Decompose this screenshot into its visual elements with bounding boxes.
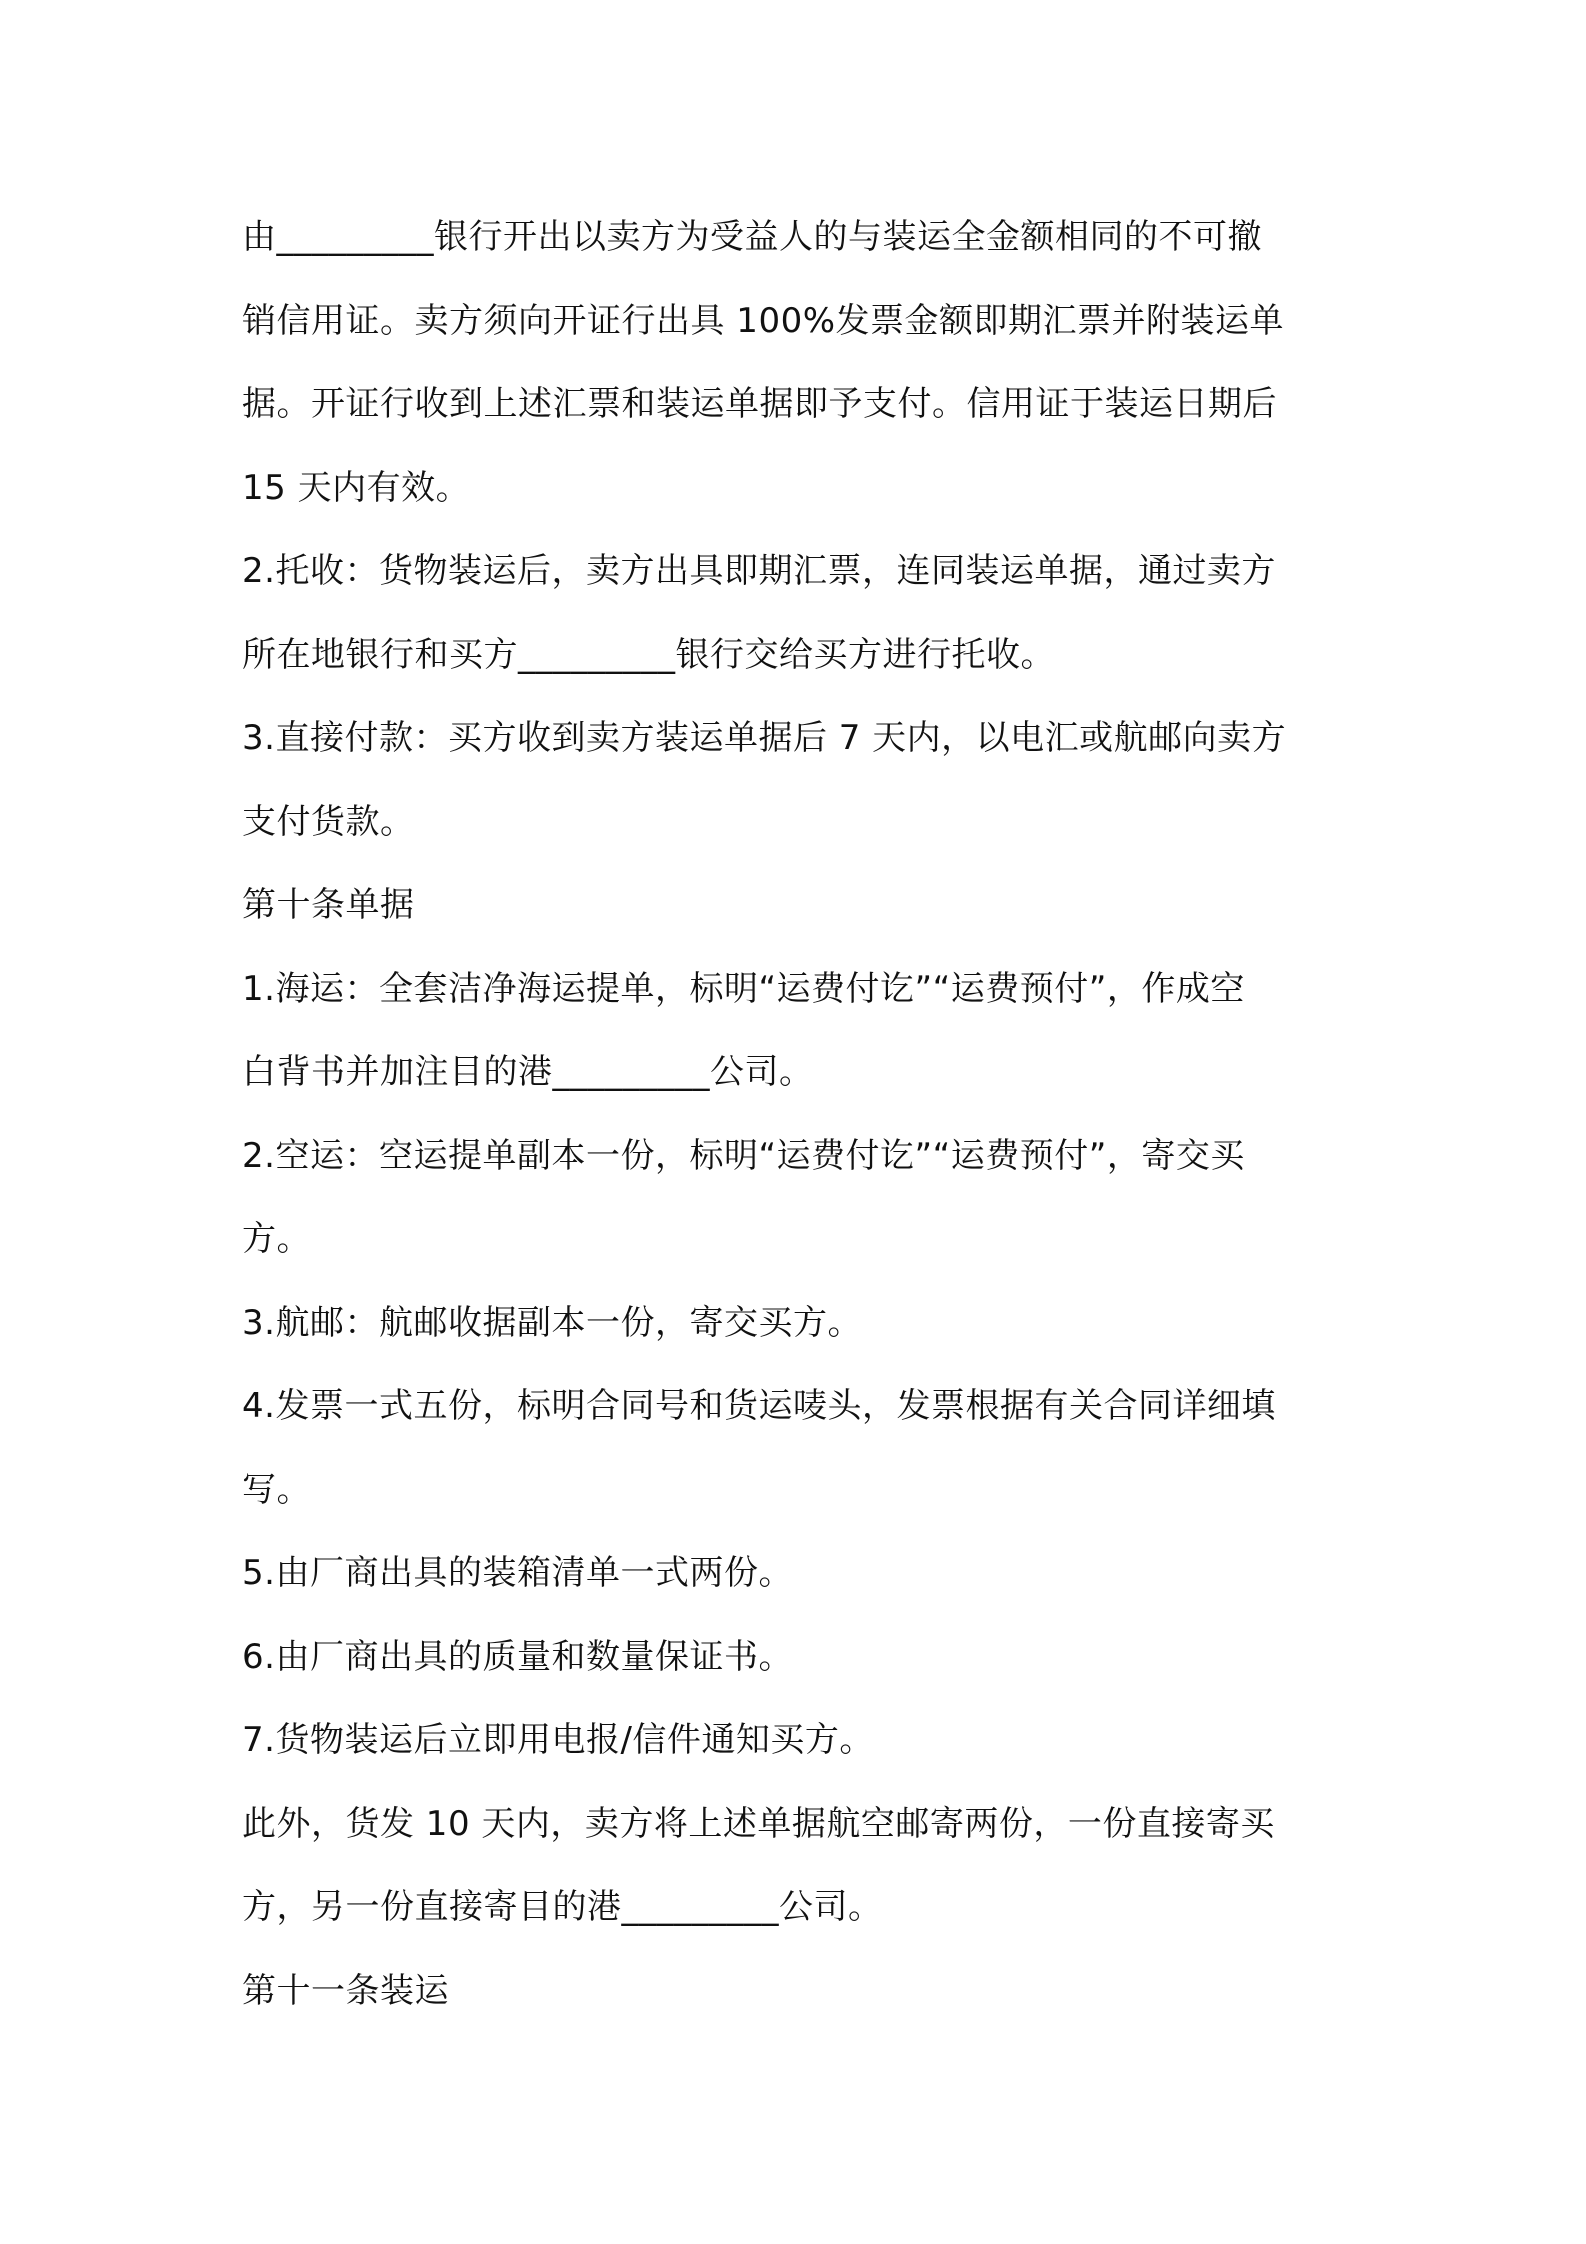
text-line: 写。: [242, 1469, 311, 1510]
text-line: 白背书并加注目的港_________公司。: [242, 1052, 814, 1092]
section-heading: 第十条单据: [242, 885, 415, 925]
text-line: 支付货款。: [242, 801, 415, 842]
text-line: 3.直接付款：买方收到卖方装运单据后 7 天内，以电汇或航邮向卖方: [242, 718, 1287, 758]
text-line: 15 天内有效。: [242, 467, 471, 508]
document-body: [242, 196, 1360, 2033]
text-line: 5.由厂商出具的装箱清单一式两份。: [242, 1553, 793, 1593]
text-line: 销信用证。卖方须向开证行出具 100%发票金额即期汇票并附装运单: [242, 300, 1285, 341]
text-line: 方，另一份直接寄目的港_________公司。: [242, 1887, 883, 1927]
text-line: 1.海运：全套洁净海运提单，标明“运费付讫”“运费预付”，作成空: [242, 968, 1245, 1009]
text-line: 3.航邮：航邮收据副本一份，寄交买方。: [242, 1302, 862, 1343]
text-line: 所在地银行和买方_________银行交给买方进行托收。: [242, 634, 1055, 675]
text-line: 6.由厂商出具的质量和数量保证书。: [242, 1636, 793, 1677]
text-line: 由_________银行开出以卖方为受益人的与装运全金额相同的不可撤: [242, 217, 1262, 257]
text-line: 2.空运：空运提单副本一份，标明“运费付讫”“运费预付”，寄交买: [242, 1135, 1245, 1176]
text-line: 7.货物装运后立即用电报/信件通知买方。: [242, 1720, 874, 1760]
section-heading: 第十一条装运: [242, 1970, 449, 2011]
text-line: 方。: [242, 1219, 311, 1259]
text-line: 4.发票一式五份，标明合同号和货运唛头，发票根据有关合同详细填: [242, 1386, 1276, 1426]
text-line: 2.托收：货物装运后，卖方出具即期汇票，连同装运单据，通过卖方: [242, 551, 1276, 591]
text-line: 据。开证行收到上述汇票和装运单据即予支付。信用证于装运日期后: [242, 384, 1277, 424]
text-line: 此外，货发 10 天内，卖方将上述单据航空邮寄两份，一份直接寄买: [242, 1803, 1275, 1844]
